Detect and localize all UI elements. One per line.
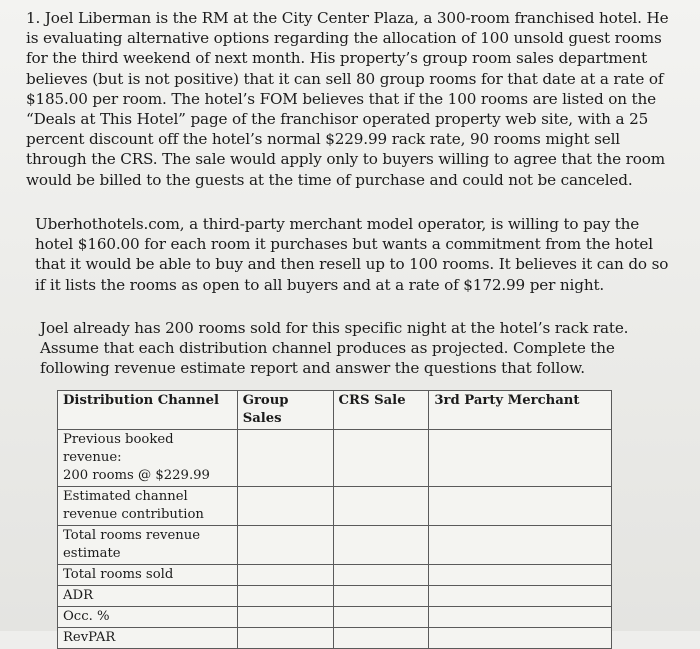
row-label-line: revenue contribution xyxy=(63,507,204,522)
text-line: that it would be able to buy and then resell up to 100 rooms. It believes it can do so xyxy=(35,255,669,274)
3rd-party-merchant-cell[interactable] xyxy=(429,607,612,628)
text-line: 1. Joel Liberman is the RM at the City Center Plaza, a 300-room franchised hotel. He xyxy=(26,9,669,27)
table-row xyxy=(58,586,612,607)
3rd-party-merchant-cell[interactable] xyxy=(429,586,612,607)
row-label-line: Estimated channel xyxy=(63,489,188,504)
text-line: hotel $160.00 for each room it purchases but wants a commitment from the hotel xyxy=(35,235,653,254)
row-label-line: 200 rooms @ $229.99 xyxy=(63,468,210,483)
text-line: believes (but is not positive) that it can sell 80 group rooms for that date at a rate of xyxy=(26,69,664,88)
table-row xyxy=(58,607,612,628)
text-line: through the CRS. The sale would apply only to buyers willing to agree that the room xyxy=(26,150,665,169)
row-label-line: Total rooms revenue xyxy=(63,528,201,543)
3rd-party-merchant-cell[interactable] xyxy=(429,565,612,586)
group-sales-cell[interactable] xyxy=(237,430,333,487)
header-group-sales: Group Sales xyxy=(237,391,333,430)
crs-sale-cell[interactable] xyxy=(333,487,429,526)
text-line: Joel already has 200 rooms sold for this specific night at the hotel’s rack rate. xyxy=(40,319,629,337)
header-distribution-channel: Distribution Channel xyxy=(58,391,238,430)
row-label-line: estimate xyxy=(63,546,121,561)
text-line: percent discount off the hotel’s normal $229.99 rack rate, 90 rooms might sell xyxy=(26,130,621,149)
crs-sale-cell[interactable] xyxy=(333,526,429,565)
group-sales-cell[interactable] xyxy=(237,487,333,526)
crs-sale-cell[interactable] xyxy=(333,430,429,487)
text-line: following revenue estimate report and answer the questions that follow. xyxy=(40,359,585,378)
text-line: “Deals at This Hotel” page of the franchisor operated property web site, with a 25 xyxy=(26,110,649,129)
table-header-row xyxy=(58,391,612,430)
text-line: for the third weekend of next month. His property’s group room sales department xyxy=(26,49,648,68)
table-row xyxy=(58,430,612,487)
group-sales-cell[interactable] xyxy=(237,565,333,586)
crs-sale-cell[interactable] xyxy=(333,565,429,586)
header-crs-sale: CRS Sale xyxy=(333,391,429,430)
question-paragraph-2 xyxy=(35,214,668,295)
crs-sale-cell[interactable] xyxy=(333,607,429,628)
text-line: Uberhothotels.com, a third-party merchant model operator, is willing to pay the xyxy=(35,215,640,233)
row-label xyxy=(58,487,238,526)
table-row xyxy=(58,487,612,526)
row-label xyxy=(58,526,238,565)
group-sales-cell[interactable] xyxy=(237,586,333,607)
header-3rd-party-merchant: 3rd Party Merchant xyxy=(429,391,612,430)
row-label: RevPAR xyxy=(58,628,238,649)
3rd-party-merchant-cell[interactable] xyxy=(429,487,612,526)
3rd-party-merchant-cell[interactable] xyxy=(429,430,612,487)
row-label xyxy=(58,430,238,487)
text-line: if it lists the rooms as open to all buyers and at a rate of $172.99 per night. xyxy=(35,275,605,294)
table-row xyxy=(58,526,612,565)
table-row xyxy=(58,565,612,586)
group-sales-cell[interactable] xyxy=(237,607,333,628)
revenue-estimate-table xyxy=(57,390,612,649)
row-label: Total rooms sold xyxy=(58,565,238,586)
text-line: is evaluating alternative options regarding the allocation of 100 unsold guest rooms xyxy=(26,29,662,48)
group-sales-cell[interactable] xyxy=(237,526,333,565)
row-label: Occ. % xyxy=(58,607,238,628)
3rd-party-merchant-cell[interactable] xyxy=(429,526,612,565)
text-line: would be billed to the guests at the time of purchase and could not be canceled. xyxy=(26,170,633,189)
text-line: $185.00 per room. The hotel’s FOM believes that if the 100 rooms are listed on the xyxy=(26,89,656,108)
question-paragraph-3 xyxy=(40,318,628,379)
row-label: ADR xyxy=(58,586,238,607)
text-line: Assume that each distribution channel produces as projected. Complete the xyxy=(40,339,615,358)
question-paragraph-1 xyxy=(26,8,668,190)
row-label-line: Previous booked revenue: xyxy=(63,432,174,465)
crs-sale-cell[interactable] xyxy=(333,586,429,607)
